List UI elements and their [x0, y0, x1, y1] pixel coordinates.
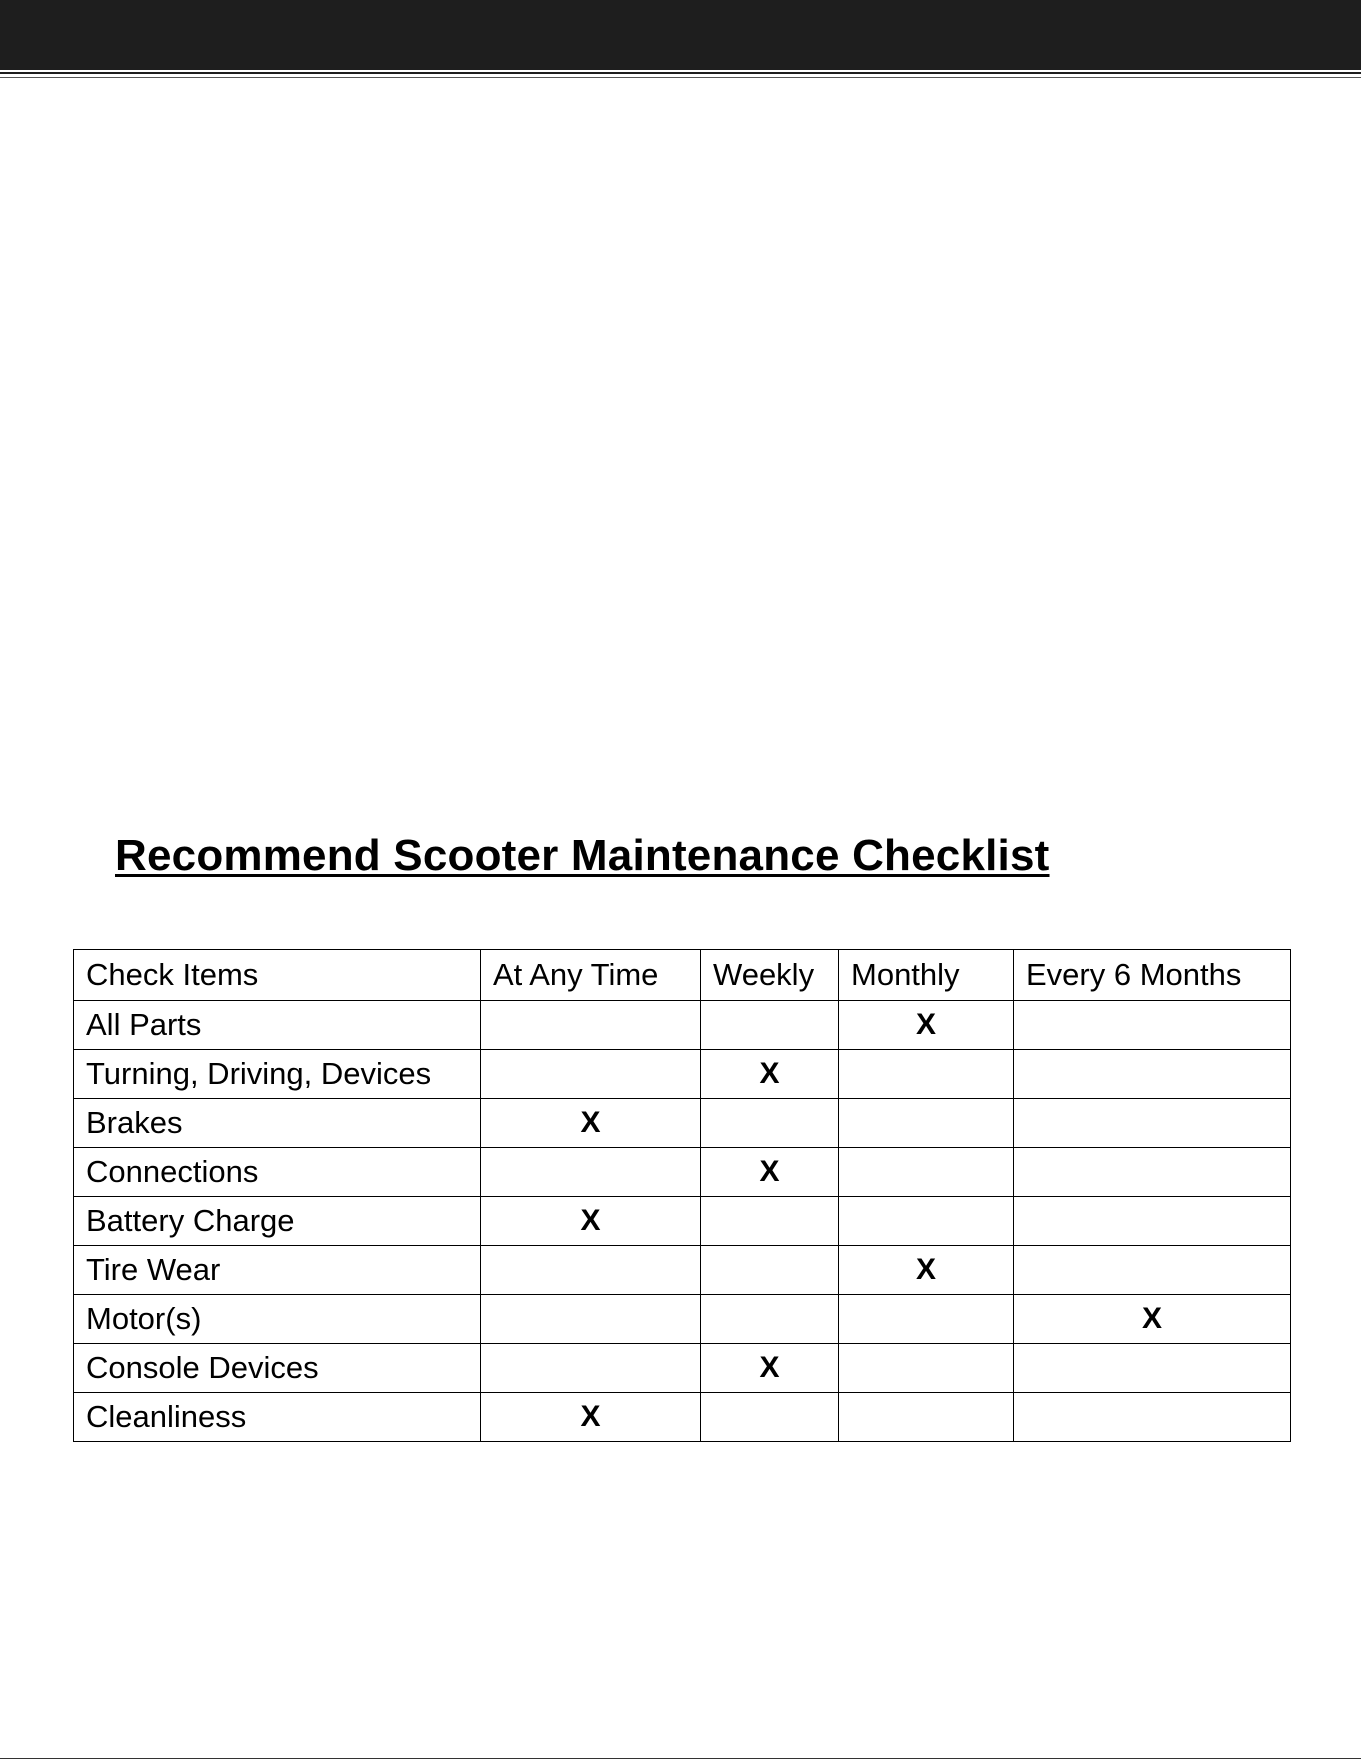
- mark-cell: [1014, 1050, 1291, 1099]
- header-monthly: Monthly: [839, 950, 1014, 1001]
- row-item-label: Motor(s): [74, 1295, 481, 1344]
- mark-cell: [1014, 1197, 1291, 1246]
- mark-cell: X: [1014, 1295, 1291, 1344]
- mark-cell: [1014, 1246, 1291, 1295]
- footer-divider: [0, 1758, 1361, 1759]
- mark-cell: [481, 1148, 701, 1197]
- mark-cell: [481, 1344, 701, 1393]
- row-item-label: Brakes: [74, 1099, 481, 1148]
- mark-cell: [701, 1001, 839, 1050]
- header-at-any-time: At Any Time: [481, 950, 701, 1001]
- row-item-label: Connections: [74, 1148, 481, 1197]
- mark-cell: X: [481, 1197, 701, 1246]
- mark-cell: X: [701, 1344, 839, 1393]
- mark-cell: [839, 1197, 1014, 1246]
- mark-cell: [839, 1099, 1014, 1148]
- mark-cell: [701, 1197, 839, 1246]
- mark-cell: [481, 1050, 701, 1099]
- mark-cell: [1014, 1148, 1291, 1197]
- mark-cell: X: [481, 1393, 701, 1442]
- mark-cell: [1014, 1099, 1291, 1148]
- maintenance-checklist-table: [73, 949, 1291, 1442]
- row-item-label: Console Devices: [74, 1344, 481, 1393]
- table-row: [74, 1050, 1291, 1099]
- row-item-label: Battery Charge: [74, 1197, 481, 1246]
- table-header-row: [74, 950, 1291, 1001]
- mark-cell: [839, 1050, 1014, 1099]
- header-divider: [0, 72, 1361, 74]
- table-row: [74, 1148, 1291, 1197]
- mark-cell: X: [701, 1148, 839, 1197]
- mark-cell: [701, 1295, 839, 1344]
- mark-cell: [839, 1393, 1014, 1442]
- mark-cell: [481, 1295, 701, 1344]
- mark-cell: [839, 1344, 1014, 1393]
- header-every-6-months: Every 6 Months: [1014, 950, 1291, 1001]
- mark-cell: [701, 1393, 839, 1442]
- mark-cell: [701, 1099, 839, 1148]
- mark-cell: [481, 1246, 701, 1295]
- mark-cell: X: [701, 1050, 839, 1099]
- table-row: [74, 1246, 1291, 1295]
- mark-cell: [481, 1001, 701, 1050]
- row-item-label: Turning, Driving, Devices: [74, 1050, 481, 1099]
- row-item-label: All Parts: [74, 1001, 481, 1050]
- table-row: [74, 1001, 1291, 1050]
- page-title: Recommend Scooter Maintenance Checklist: [115, 831, 1050, 880]
- table-row: [74, 1344, 1291, 1393]
- table-row: [74, 1099, 1291, 1148]
- mark-cell: [839, 1295, 1014, 1344]
- row-item-label: Cleanliness: [74, 1393, 481, 1442]
- row-item-label: Tire Wear: [74, 1246, 481, 1295]
- mark-cell: [1014, 1344, 1291, 1393]
- mark-cell: [839, 1148, 1014, 1197]
- table-row: [74, 1393, 1291, 1442]
- header-weekly: Weekly: [701, 950, 839, 1001]
- mark-cell: X: [481, 1099, 701, 1148]
- header-check-items: Check Items: [74, 950, 481, 1001]
- mark-cell: [1014, 1001, 1291, 1050]
- mark-cell: [701, 1246, 839, 1295]
- mark-cell: X: [839, 1246, 1014, 1295]
- mark-cell: X: [839, 1001, 1014, 1050]
- page-header-bar: [0, 0, 1361, 70]
- mark-cell: [1014, 1393, 1291, 1442]
- header-divider-thin: [0, 77, 1361, 78]
- table-row: [74, 1295, 1291, 1344]
- table-row: [74, 1197, 1291, 1246]
